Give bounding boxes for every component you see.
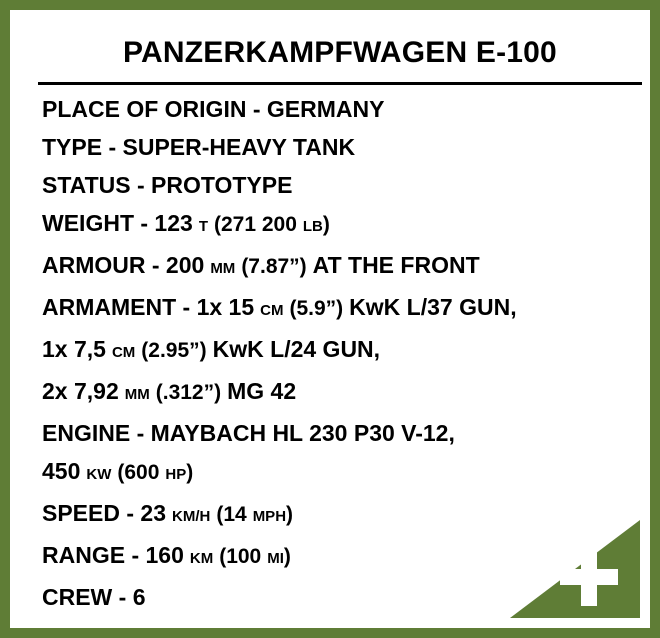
balkenkreuz-cross-icon	[560, 548, 618, 606]
spec-segment: LB	[302, 218, 323, 235]
spec-segment: )	[186, 461, 194, 484]
spec-segment: AT THE FRONT	[312, 252, 480, 278]
spec-line-armament-line-2	[42, 330, 642, 372]
spec-segment: MM	[210, 260, 236, 277]
spec-segment: (271 200	[213, 213, 297, 236]
spec-segment: WEIGHT - 123	[42, 210, 193, 236]
page-title: PANZERKAMPFWAGEN E-100	[123, 36, 557, 69]
spec-segment: (2.95”)	[141, 339, 207, 362]
spec-segment: KM	[189, 550, 214, 567]
spec-line-place-of-origin	[42, 90, 642, 128]
spec-segment: 2x 7,92	[42, 378, 119, 404]
spec-segment: STATUS - PROTOTYPE	[42, 172, 293, 198]
title-divider	[38, 82, 642, 85]
spec-line-engine-line-1	[42, 414, 642, 452]
spec-segment: PLACE OF ORIGIN - GERMANY	[42, 96, 385, 122]
spec-segment: CREW - 6	[42, 584, 146, 610]
spec-line-armour	[42, 246, 642, 288]
spec-segment: ARMOUR - 200	[42, 252, 205, 278]
spec-line-status	[42, 166, 642, 204]
spec-segment: (7.87”)	[241, 255, 307, 278]
card-inner	[20, 20, 640, 618]
spec-segment: ENGINE - MAYBACH HL 230 P30 V-12,	[42, 420, 455, 446]
spec-segment: (5.9”)	[289, 297, 344, 320]
spec-segment: MI	[267, 550, 284, 567]
spec-segment: KM/H	[172, 508, 211, 525]
spec-segment: MM	[124, 386, 150, 403]
spec-line-weight	[42, 204, 642, 246]
spec-segment: (600	[117, 461, 160, 484]
spec-segment: TYPE - SUPER-HEAVY TANK	[42, 134, 356, 160]
spec-segment: KW	[86, 466, 112, 483]
spec-segment: MPH	[252, 508, 287, 525]
spec-segment: HP	[165, 466, 187, 483]
spec-segment: (14	[216, 503, 247, 526]
spec-segment: ARMAMENT - 1x 15	[42, 294, 255, 320]
spec-line-armament-line-3	[42, 372, 642, 414]
spec-segment: SPEED - 23	[42, 500, 166, 526]
spec-segment: )	[286, 503, 294, 526]
spec-segment: KwK L/37 GUN,	[349, 294, 517, 320]
spec-segment: )	[283, 545, 291, 568]
cross-vertical-bar	[581, 548, 597, 606]
spec-segment: 450	[42, 458, 81, 484]
spec-segment: (100	[219, 545, 262, 568]
spec-line-armament-line-1	[42, 288, 642, 330]
spec-segment: CM	[260, 302, 284, 319]
spec-segment: KwK L/24 GUN,	[212, 336, 381, 362]
spec-segment: (.312”)	[155, 381, 222, 404]
spec-segment: )	[322, 213, 330, 236]
spec-segment: CM	[111, 344, 136, 361]
spec-segment: 1x 7,5	[42, 336, 106, 362]
spec-line-engine-line-2	[42, 452, 642, 494]
spec-segment: T	[198, 218, 208, 235]
spec-segment: MG 42	[227, 378, 297, 404]
spec-line-type	[42, 128, 642, 166]
spec-segment: RANGE - 160	[42, 542, 184, 568]
